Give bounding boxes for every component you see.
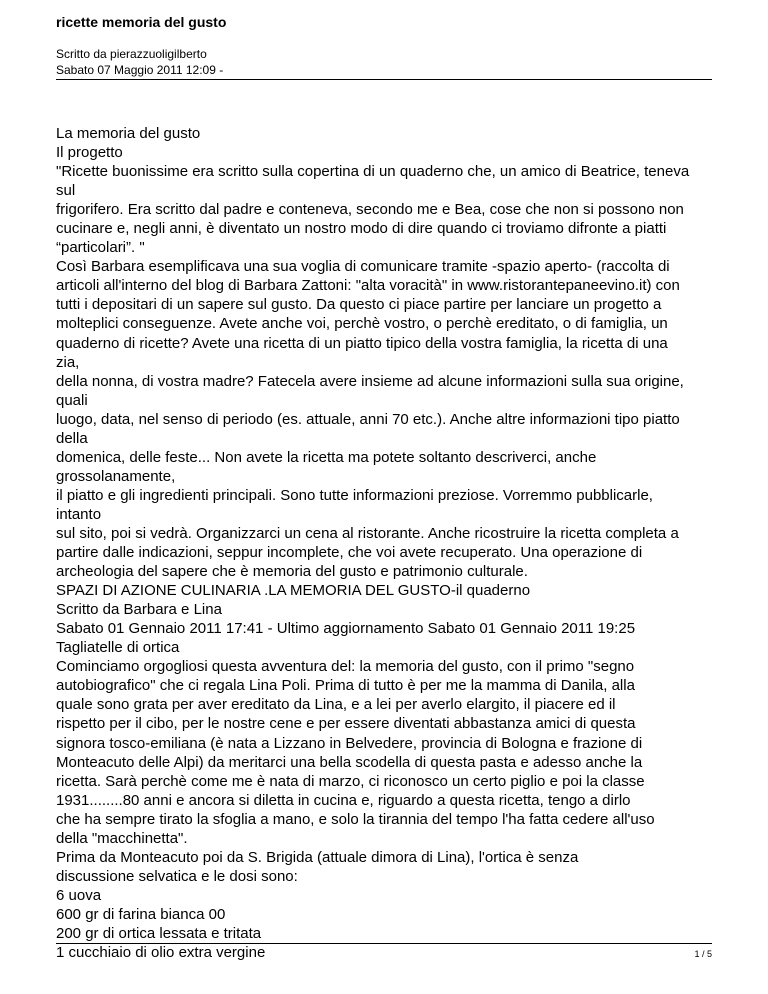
body-line: domenica, delle feste... Non avete la ricetta ma potete soltanto descriverci, anche — [56, 448, 597, 466]
footer-divider — [56, 943, 712, 944]
body-line: SPAZI DI AZIONE CULINARIA .LA MEMORIA DEL GUSTO-il quaderno — [56, 582, 531, 600]
body-line: tutti i depositari di un sapere sul gusto. Da questo ci piace partire per lanciare un progetto a — [56, 296, 662, 314]
body-line: 6 uova — [56, 886, 102, 904]
body-line: sul sito, poi si vedrà. Organizzarci un cena al ristorante. Anche ricostruire la ricetta completa a — [56, 524, 679, 542]
body-line: Così Barbara esemplificava una sua voglia di comunicare tramite -spazio aperto- (raccolta di — [56, 258, 670, 276]
body-line: Prima da Monteacuto poi da S. Brigida (attuale dimora di Lina), l'ortica è senza — [56, 848, 579, 866]
header-divider — [56, 79, 712, 80]
date-line: Sabato 07 Maggio 2011 12:09 - — [56, 63, 224, 77]
body-line: articoli all'interno del blog di Barbara Zattoni: "alta voracità" in www.ristorantepaneevino.it) con — [56, 277, 680, 295]
body-line: 200 gr di ortica lessata e tritata — [56, 924, 262, 942]
body-line: 1 cucchiaio di olio extra vergine — [56, 944, 266, 962]
document-header — [56, 12, 712, 78]
body-line: molteplici conseguenze. Avete anche voi, perchè vostro, o perchè ereditato, o di famiglia, un — [56, 315, 668, 333]
body-line: Scritto da Barbara e Lina — [56, 601, 222, 619]
article-body — [56, 124, 716, 962]
body-line: signora tosco-emiliana (è nata a Lizzano in Belvedere, provincia di Bologna e frazione di — [56, 734, 643, 752]
body-line: della nonna, di vostra madre? Fatecela avere insieme ad alcune informazioni sulla sua origine, — [56, 372, 684, 390]
body-line: cucinare e, negli anni, è diventato un nostro modo di dire quando ci troviamo difronte a piatti — [56, 220, 667, 238]
body-line: 1931........80 anni e ancora si diletta in cucina e, riguardo a questa ricetta, tengo a dirlo — [56, 791, 631, 809]
article-meta — [56, 46, 712, 78]
body-line: grossolanamente, — [56, 467, 176, 485]
body-line: luogo, data, nel senso di periodo (es. attuale, anni 70 etc.). Anche altre informazioni tipo piatto — [56, 410, 680, 428]
body-line: zia, — [56, 353, 80, 371]
body-line: Tagliatelle di ortica — [56, 639, 180, 657]
body-line: sul — [56, 182, 76, 200]
body-line: Cominciamo orgogliosi questa avventura del: la memoria del gusto, con il primo "segno — [56, 658, 635, 676]
body-line: partire dalle indicazioni, seppur incomplete, che voi avete recuperato. Una operazione di — [56, 544, 643, 562]
author-line: Scritto da pierazzuoligilberto — [56, 47, 207, 61]
body-line: ricetta. Sarà perchè come me è nata di marzo, ci riconosco un certo piglio e poi la classe — [56, 772, 645, 790]
body-line: della "macchinetta". — [56, 829, 188, 847]
body-line: intanto — [56, 505, 102, 523]
body-line: 600 gr di farina bianca 00 — [56, 905, 226, 923]
body-line: della — [56, 429, 88, 447]
document-title: ricette memoria del gusto — [56, 14, 227, 30]
body-line: quaderno di ricette? Avete una ricetta di un piatto tipico della vostra famiglia, la ricetta di una — [56, 334, 668, 352]
body-line: La memoria del gusto — [56, 125, 201, 142]
body-line: discussione selvatica e le dosi sono: — [56, 867, 298, 885]
body-line: quale sono grata per aver ereditato da Lina, e a lei per averlo elargito, il piacere ed il — [56, 696, 616, 714]
body-line: quali — [56, 391, 88, 409]
body-line: Sabato 01 Gennaio 2011 17:41 - Ultimo aggiornamento Sabato 01 Gennaio 2011 19:25 — [56, 620, 636, 638]
body-line: Monteacuto delle Alpi) da meritarci una bella scodella di questa pasta e adesso anche la — [56, 753, 643, 771]
body-line: il piatto e gli ingredienti principali. Sono tutte informazioni preziose. Vorremmo pubblicarle, — [56, 486, 653, 504]
body-line: autobiografico" che ci regala Lina Poli. Prima di tutto è per me la mamma di Danila, alla — [56, 677, 635, 695]
body-line: "Ricette buonissime era scritto sulla copertina di un quaderno che, un amico di Beatrice, teneva — [56, 163, 690, 181]
body-line: Il progetto — [56, 144, 123, 162]
body-line: rispetto per il cibo, per le nostre cene e per essere diventati abbastanza amici di questa — [56, 715, 636, 733]
body-line: frigorifero. Era scritto dal padre e conteneva, secondo me e Bea, cose che non si possono non — [56, 201, 684, 219]
body-line: “particolari”. " — [56, 239, 145, 257]
page-number: 1 / 5 — [694, 949, 712, 959]
body-line: che ha sempre tirato la sfoglia a mano, e solo la tirannia del tempo l'ha fatta cedere all'uso — [56, 810, 655, 828]
body-line: archeologia del sapere che è memoria del gusto e patrimonio culturale. — [56, 563, 528, 581]
